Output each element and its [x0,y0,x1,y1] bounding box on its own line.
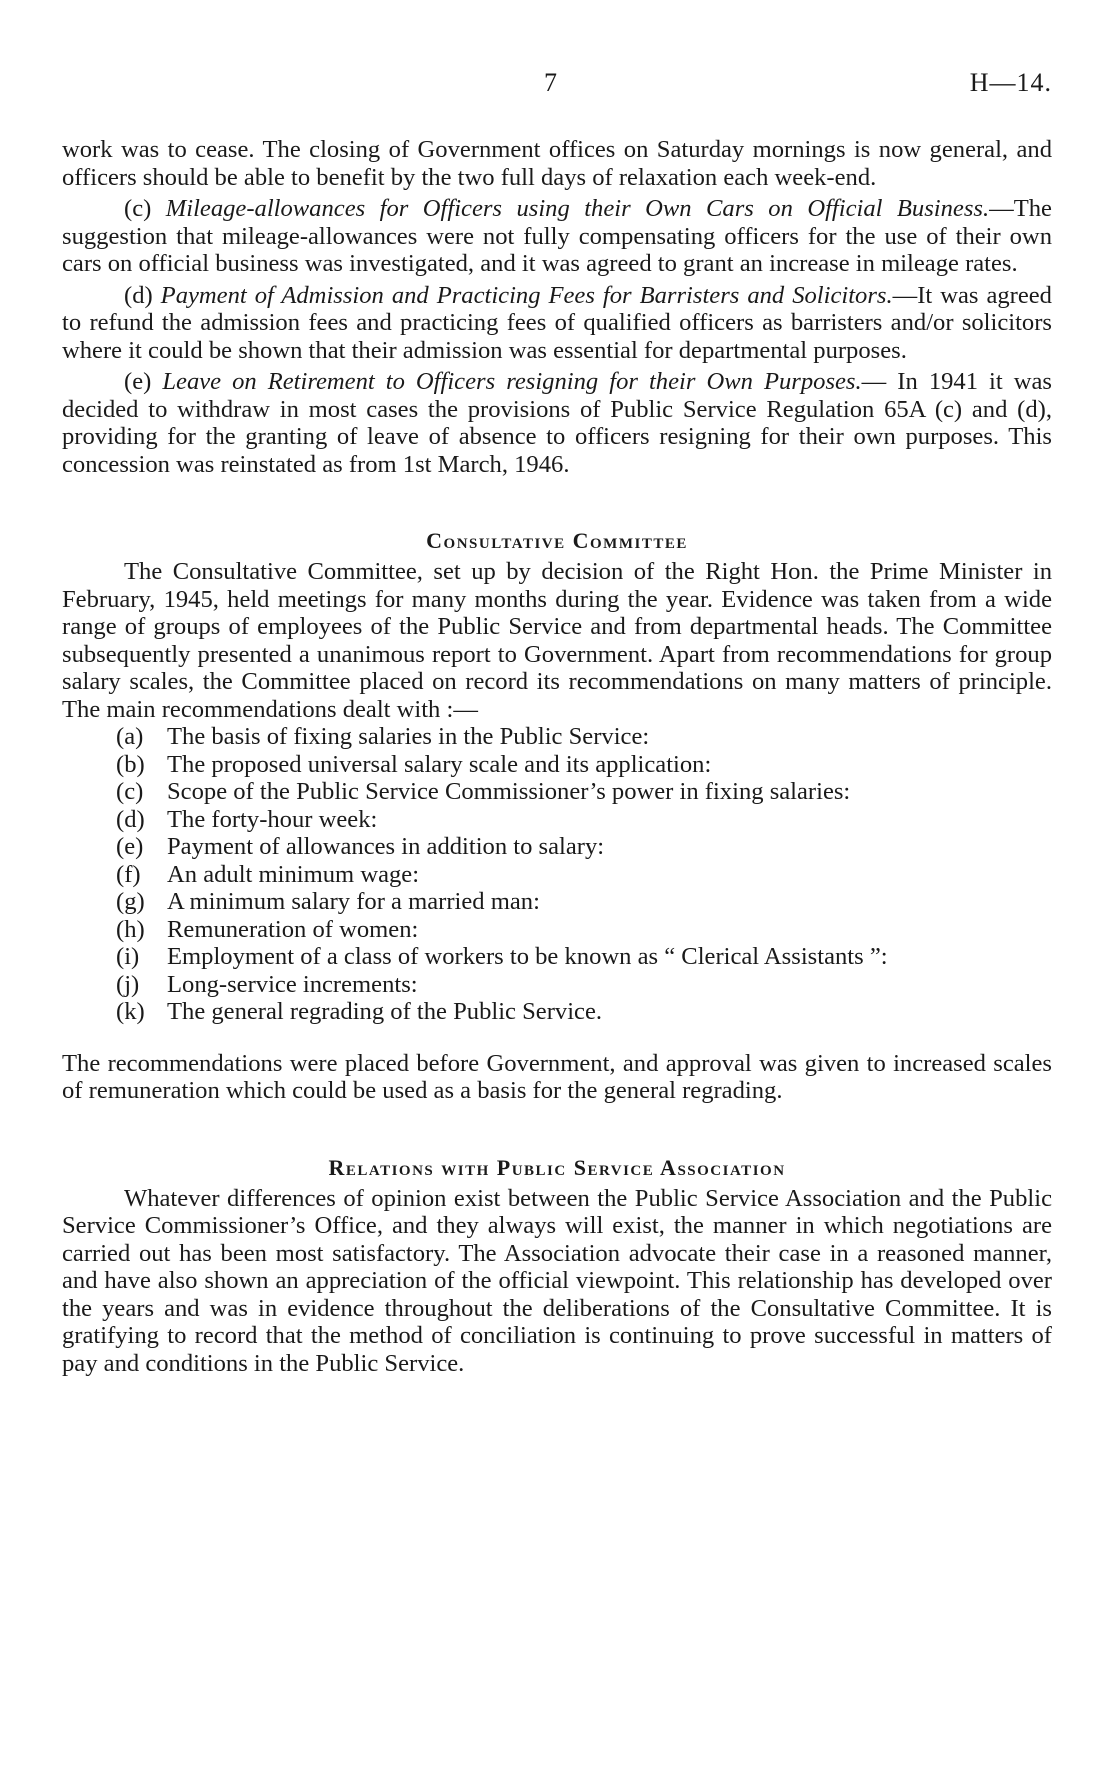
paragraph-e [62,368,1052,478]
section-heading-consultative: Consultative Committee [426,528,688,553]
list-item-text: An adult minimum wage: [167,860,420,888]
paragraph-text: —It was agreed to refund the admission fees and practicing fees of qualified officers as barristers and/or solicitors where it could be shown that their admission was essential for departmental purposes. [62,281,1052,364]
paragraph-title: Leave on Retirement to Officers resigning for their Own Purposes. [162,368,862,395]
document-reference: H—14. [969,68,1052,97]
list-item-text: The forty-hour week: [167,805,378,833]
list-marker: (e) [116,833,144,860]
consultative-closing: The recommendations were placed before Government, and approval was given to increased scales of remuneration which could be used as a basis for the general regrading. [62,1049,1052,1104]
list-item [62,751,1052,779]
list-marker: (i) [116,943,140,970]
list-item-text: Employment of a class of workers to be known as “ Clerical Assistants ”: [167,943,888,970]
list-marker: (g) [116,888,145,915]
list-item-text: Remuneration of women: [167,915,419,943]
paragraph-marker: (e) [124,368,152,395]
list-item [62,916,1052,944]
paragraph-text: — In 1941 it was decided to withdraw in most cases the provisions of Public Service Regulation 65A (c) and (d), providing for the granting of leave of absence to officers resigning for their own purposes. This concession was reinstated as from 1st March, 1946. [62,368,1052,478]
list-marker: (h) [116,915,145,943]
paragraph-marker: (c) [124,195,152,222]
page-header [62,68,1052,104]
list-item-text: The proposed universal salary scale and its application: [167,750,712,778]
list-item-text: The basis of fixing salaries in the Public Service: [167,723,650,750]
list-item-text: The general regrading of the Public Service. [167,998,603,1025]
recommendations-list [62,723,1052,1026]
paragraph-text: —The suggestion that mileage-allowances were not fully compensating officers for the use of their own cars on official business was investigated, and it was agreed to grant an increase in mileage rates. [62,195,1052,277]
list-item [62,861,1052,889]
paragraph-marker: (d) [124,281,153,309]
paragraph-title: Mileage-allowances for Officers using their Own Cars on Official Business. [165,195,990,222]
list-item [62,971,1052,999]
paragraph-c [62,195,1052,278]
list-marker: (b) [116,750,145,778]
page-body [62,136,1052,1377]
list-item [62,806,1052,834]
paragraph-d [62,282,1052,365]
list-marker: (d) [116,805,145,833]
list-marker: (a) [116,723,144,750]
relations-paragraph: Whatever differences of opinion exist between the Public Service Association and the Public Service Commissioner’s Office, and they always will exist, the manner in which negotiations are carried out has been most satisfactory. The Association advocate their case in a reasoned manner, and have also shown an appreciation of the official viewpoint. This relationship has developed over the years and was in evidence throughout the deliberations of the Consultative Committee. It is gratifying to record that the method of conciliation is continuing to prove successful in matters of pay and conditions in the Public Service. [62,1184,1052,1377]
list-marker: (c) [116,778,144,805]
list-item-text: A minimum salary for a married man: [167,888,540,915]
list-item-text: Scope of the Public Service Commissioner’s power in fixing salaries: [167,778,851,805]
intro-continuation: work was to cease. The closing of Government offices on Saturday mornings is now general, and officers should be able to benefit by the two full days of relaxation each week-end. [62,136,1052,191]
list-marker: (f) [116,860,141,888]
list-marker: (k) [116,998,145,1025]
list-item [62,943,1052,971]
list-item [62,998,1052,1026]
list-marker: (j) [116,970,140,998]
list-item-text: Long-service increments: [167,970,418,998]
section-heading-relations: Relations with Public Service Association [328,1154,786,1180]
list-item-text: Payment of allowances in addition to salary: [167,833,605,860]
list-item [62,888,1052,916]
list-item [62,723,1052,751]
list-item [62,778,1052,806]
paragraph-title: Payment of Admission and Practicing Fees for Barristers and Solicitors. [160,281,893,309]
page-number: 7 [544,68,557,97]
consultative-paragraph: The Consultative Committee, set up by decision of the Right Hon. the Prime Minister in February, 1945, held meetings for many months during the year. Evidence was taken from a wide range of groups of employees of the Public Service and from departmental heads. The Committee subsequently presented a unanimous report to Government. Apart from recommendations for group salary scales, the Committee placed on record its recommendations on many matters of principle. The main recommendations dealt with :— [62,558,1052,723]
list-item [62,833,1052,861]
